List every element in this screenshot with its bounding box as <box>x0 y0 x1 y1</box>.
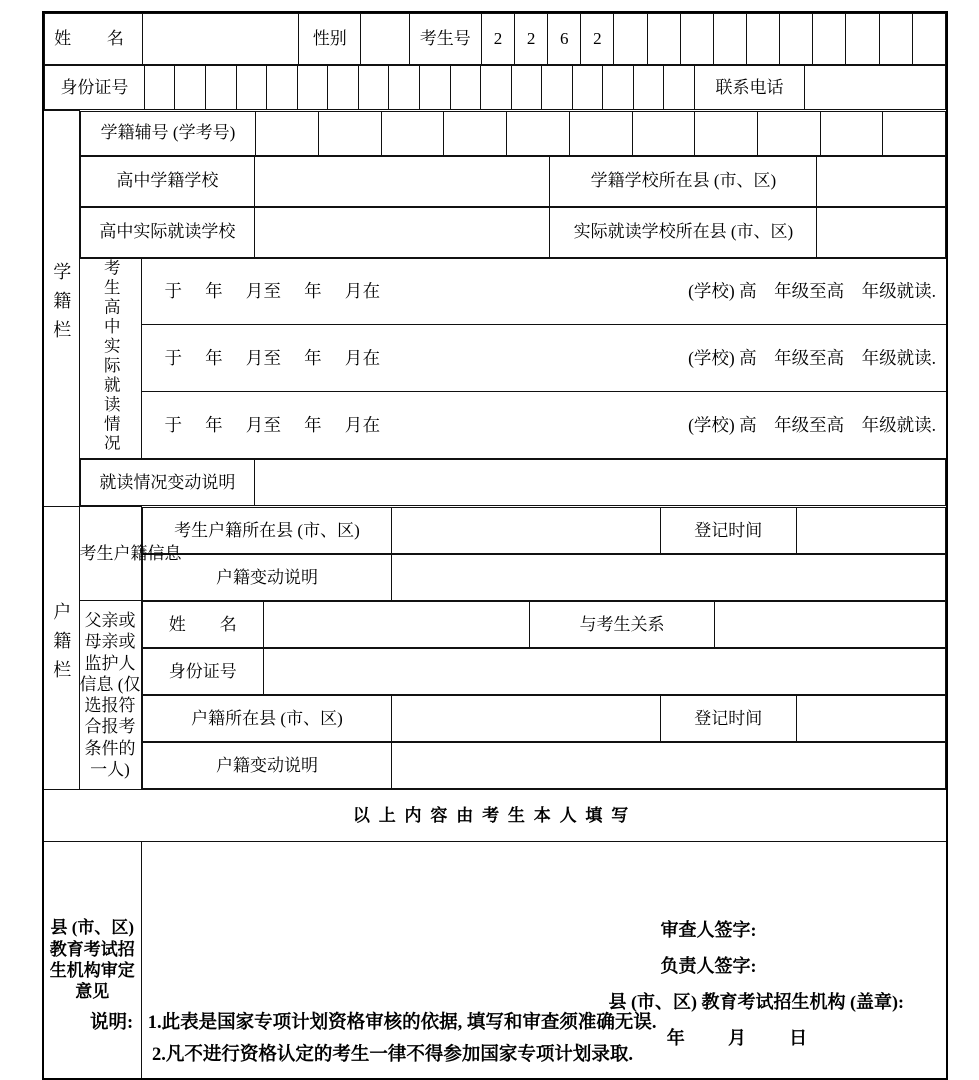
guardian-name-input[interactable] <box>263 601 529 647</box>
attendance-suffix-2: (学校) 高 年级至高 年级就读. <box>688 347 936 368</box>
actual-county-label: 实际就读学校所在县 (市、区) <box>550 207 817 257</box>
exam-no-label: 考生号 <box>409 14 481 65</box>
guardian-id-label: 身份证号 <box>142 648 263 694</box>
guardian-hh-change-label: 户籍变动说明 <box>142 742 392 788</box>
id-cell[interactable] <box>206 66 237 110</box>
id-cell[interactable] <box>358 66 389 110</box>
row-attendance-2 <box>43 325 947 392</box>
candidate-reg-time-label: 登记时间 <box>661 507 796 553</box>
aux-number-cell[interactable] <box>319 111 382 155</box>
attendance-period-3: 于 年 月至 年 月在 <box>164 414 381 435</box>
aux-number-cell[interactable] <box>757 111 820 155</box>
attendance-line-1[interactable] <box>141 258 947 325</box>
exam-no-cell[interactable] <box>780 14 813 65</box>
aux-number-cell[interactable] <box>256 111 319 155</box>
guardian-reg-time-input[interactable] <box>796 695 946 741</box>
phone-input[interactable] <box>805 66 946 110</box>
id-cell[interactable] <box>419 66 450 110</box>
aux-number-cell[interactable] <box>569 111 632 155</box>
attendance-suffix-3: (学校) 高 年级至高 年级就读. <box>688 414 936 435</box>
aux-number-cell[interactable] <box>883 111 946 155</box>
relation-label: 与考生关系 <box>530 601 715 647</box>
row-candidate-household <box>43 507 947 554</box>
row-aux-number <box>43 111 947 156</box>
id-cell[interactable] <box>450 66 481 110</box>
gender-label: 性别 <box>299 14 361 65</box>
candidate-reg-time-input[interactable] <box>796 507 946 553</box>
row-guardian-hh-change <box>43 742 947 790</box>
registered-county-input[interactable] <box>817 156 946 206</box>
id-cell[interactable] <box>236 66 267 110</box>
attendance-period-1: 于 年 月至 年 月在 <box>164 280 381 301</box>
id-cell[interactable] <box>664 66 695 110</box>
row-registered-school <box>43 156 947 207</box>
attendance-line-3[interactable] <box>141 392 947 459</box>
candidate-hh-change-label: 户籍变动说明 <box>142 554 392 600</box>
exam-no-cell[interactable]: 2 <box>481 14 514 65</box>
footer-note-1 <box>90 1008 657 1040</box>
row-divider-note <box>43 789 947 841</box>
aux-number-cell[interactable] <box>632 111 695 155</box>
id-cell[interactable] <box>175 66 206 110</box>
id-cell[interactable] <box>267 66 298 110</box>
approval-date-line[interactable]: 年 月 日 <box>666 1027 820 1048</box>
candidate-household-label: 考生户籍信息 <box>79 507 141 601</box>
attendance-side-label: 考生高中实际就读情况 <box>79 258 141 459</box>
school-section-side-label: 学籍栏 <box>43 111 79 507</box>
footer-note-2: 2.凡不进行资格认定的考生一律不得参加国家专项计划录取. <box>152 1044 634 1065</box>
row-guardian-name <box>43 601 947 648</box>
exam-no-cell[interactable] <box>713 14 746 65</box>
row-guardian-county <box>43 695 947 742</box>
guardian-id-input[interactable] <box>263 648 945 694</box>
registered-school-label: 高中学籍学校 <box>80 156 255 206</box>
reviewer-signature-line[interactable]: 审查人签字: <box>660 919 757 940</box>
actual-school-input[interactable] <box>255 207 550 257</box>
approval-label: 县 (市、区) 教育考试招生机构审定意见 <box>43 841 141 1079</box>
attendance-period-2: 于 年 月至 年 月在 <box>164 347 381 368</box>
candidate-hh-change-input[interactable] <box>392 554 946 600</box>
relation-input[interactable] <box>714 601 945 647</box>
row-actual-school <box>43 207 947 259</box>
id-cell[interactable] <box>328 66 359 110</box>
id-cell[interactable] <box>603 66 634 110</box>
attendance-suffix-1: (学校) 高 年级至高 年级就读. <box>688 280 936 301</box>
attendance-change-note-input[interactable] <box>255 460 946 506</box>
exam-no-cell[interactable] <box>614 14 647 65</box>
footer-notes <box>90 1008 657 1072</box>
attendance-line-2[interactable] <box>141 325 947 392</box>
guardian-name-label: 姓 名 <box>142 601 263 647</box>
exam-no-cell[interactable]: 2 <box>581 14 614 65</box>
phone-label: 联系电话 <box>695 66 805 110</box>
footer-note-1-text: 1.此表是国家专项计划资格审核的依据, 填写和审查须准确无误. <box>147 1013 657 1033</box>
id-cell[interactable] <box>481 66 512 110</box>
exam-no-cell[interactable]: 2 <box>515 14 548 65</box>
qualification-review-form <box>42 11 948 1080</box>
exam-no-cell[interactable] <box>747 14 780 65</box>
aux-number-cell[interactable] <box>444 111 507 155</box>
row-attendance-1 <box>43 258 947 325</box>
gender-input[interactable] <box>361 14 409 65</box>
guardian-county-input[interactable] <box>392 695 661 741</box>
id-cell[interactable] <box>144 66 175 110</box>
row-name <box>43 12 947 65</box>
candidate-county-label: 考生户籍所在县 (市、区) <box>142 507 392 553</box>
id-cell[interactable] <box>633 66 664 110</box>
row-guardian-id <box>43 648 947 695</box>
registered-school-input[interactable] <box>255 156 550 206</box>
guardian-county-label: 户籍所在县 (市、区) <box>142 695 392 741</box>
id-cell[interactable] <box>389 66 420 110</box>
aux-number-label: 学籍辅号 (学考号) <box>80 111 256 155</box>
exam-no-cell[interactable] <box>846 14 879 65</box>
row-attendance-3 <box>43 392 947 459</box>
registered-county-label: 学籍学校所在县 (市、区) <box>550 156 817 206</box>
candidate-county-input[interactable] <box>392 507 661 553</box>
name-label: 姓 名 <box>45 14 143 65</box>
aux-number-cell[interactable] <box>695 111 758 155</box>
guardian-hh-change-input[interactable] <box>392 742 946 788</box>
attendance-change-note-label: 就读情况变动说明 <box>80 460 255 506</box>
id-cell[interactable] <box>572 66 603 110</box>
aux-number-cell[interactable] <box>820 111 883 155</box>
exam-no-cell[interactable] <box>912 14 945 65</box>
aux-number-cell[interactable] <box>381 111 444 155</box>
exam-no-cell[interactable]: 6 <box>548 14 581 65</box>
actual-county-input[interactable] <box>817 207 946 257</box>
name-input[interactable] <box>143 14 299 65</box>
footer-prefix: 说明: <box>90 1013 134 1033</box>
exam-no-cell[interactable] <box>647 14 680 65</box>
exam-no-cell[interactable] <box>813 14 846 65</box>
id-number-label: 身份证号 <box>45 66 145 110</box>
household-section-side-label: 户籍栏 <box>43 507 79 790</box>
aux-number-cell[interactable] <box>507 111 570 155</box>
exam-no-cell[interactable] <box>680 14 713 65</box>
id-cell[interactable] <box>297 66 328 110</box>
id-cell[interactable] <box>542 66 573 110</box>
row-id-number <box>43 65 947 111</box>
leader-signature-line[interactable]: 负责人签字: <box>660 955 757 976</box>
row-attendance-change-note <box>43 459 947 507</box>
guardian-reg-time-label: 登记时间 <box>661 695 796 741</box>
divider-note-text: 以上内容由考生本人填写 <box>43 789 947 841</box>
exam-no-cell[interactable] <box>879 14 912 65</box>
actual-school-label: 高中实际就读学校 <box>80 207 255 257</box>
id-cell[interactable] <box>511 66 542 110</box>
guardian-info-label: 父亲或母亲或监护人信息 (仅选报符合报考条件的一人) <box>79 601 141 790</box>
organization-seal-line[interactable]: 县 (市、区) 教育考试招生机构 (盖章): <box>608 991 904 1012</box>
